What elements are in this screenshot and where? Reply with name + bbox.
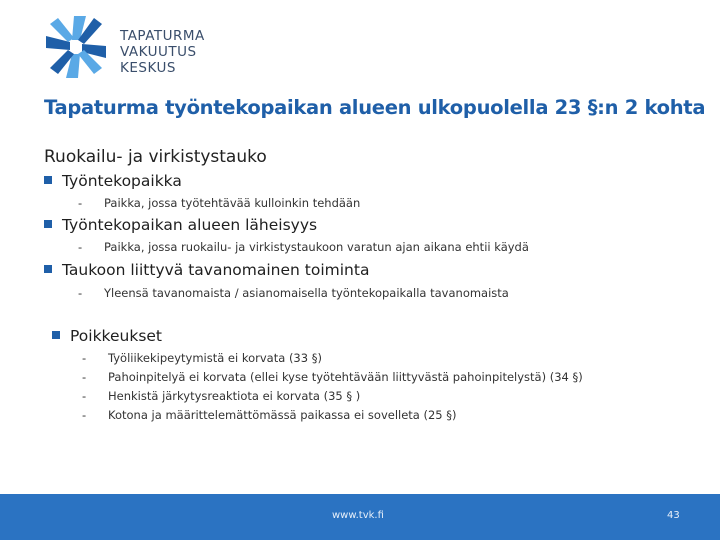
bullet-label: Työntekopaikka [62, 172, 182, 190]
star-logo-icon [38, 12, 118, 80]
bullet-square-icon [52, 331, 60, 339]
logo-line: KESKUS [120, 60, 176, 76]
dash-icon: - [82, 408, 87, 422]
sub-item [78, 240, 529, 254]
slide-title: Tapaturma työntekopaikan alueen ulkopuolella 23 §:n 2 kohta [44, 96, 706, 119]
dash-icon: - [82, 351, 87, 365]
sub-item-text: Yleensä tavanomaista / asianomaisella työntekopaikalla tavanomaista [104, 286, 509, 300]
bullet-square-icon [44, 265, 52, 273]
bullet-square-icon [44, 176, 52, 184]
sub-item [82, 389, 360, 403]
sub-item [78, 286, 509, 300]
bullet-square-icon [44, 220, 52, 228]
sub-item-text: Henkistä järkytysreaktiota ei korvata (35 § ) [108, 389, 361, 403]
dash-icon: - [78, 240, 83, 254]
page-number: 43 [667, 510, 680, 521]
footer-bar [0, 494, 720, 540]
bullet-tyontekopaikka [44, 172, 182, 190]
bullet-label: Poikkeukset [70, 327, 163, 345]
dash-icon: - [78, 196, 83, 210]
sub-item-text: Pahoinpitelyä ei korvata (ellei kyse työtehtävään liittyvästä pahoinpitelystä) (34 §) [108, 370, 583, 384]
dash-icon: - [78, 286, 83, 300]
sub-item-text: Paikka, jossa työtehtävää kulloinkin tehdään [104, 196, 361, 210]
sub-item [78, 196, 360, 210]
logo-line: TAPATURMA [120, 28, 205, 44]
sub-item [82, 408, 457, 422]
logo-line: VAKUUTUS [120, 44, 197, 60]
sub-item-text: Paikka, jossa ruokailu- ja virkistystaukoon varatun ajan aikana ehtii käydä [104, 240, 529, 254]
sub-item-text: Työliikekipeytymistä ei korvata (33 §) [108, 351, 322, 365]
bullet-laheisyys [44, 216, 317, 234]
bullet-label: Työntekopaikan alueen läheisyys [62, 216, 318, 234]
dash-icon: - [82, 389, 87, 403]
sub-item [82, 351, 322, 365]
sub-item [82, 370, 583, 384]
logo-wordmark [120, 28, 205, 76]
dash-icon: - [82, 370, 87, 384]
slide-subtitle: Ruokailu- ja virkistystauko [44, 147, 267, 167]
bullet-tavanomainen-toiminta [44, 261, 369, 279]
tvk-logo [38, 12, 238, 80]
sub-item-text: Kotona ja määrittelemättömässä paikassa ei sovelleta (25 §) [108, 408, 457, 422]
bullet-label: Taukoon liittyvä tavanomainen toiminta [62, 261, 370, 279]
bullet-poikkeukset [52, 327, 162, 345]
footer-url-link[interactable]: www.tvk.fi [332, 510, 384, 521]
